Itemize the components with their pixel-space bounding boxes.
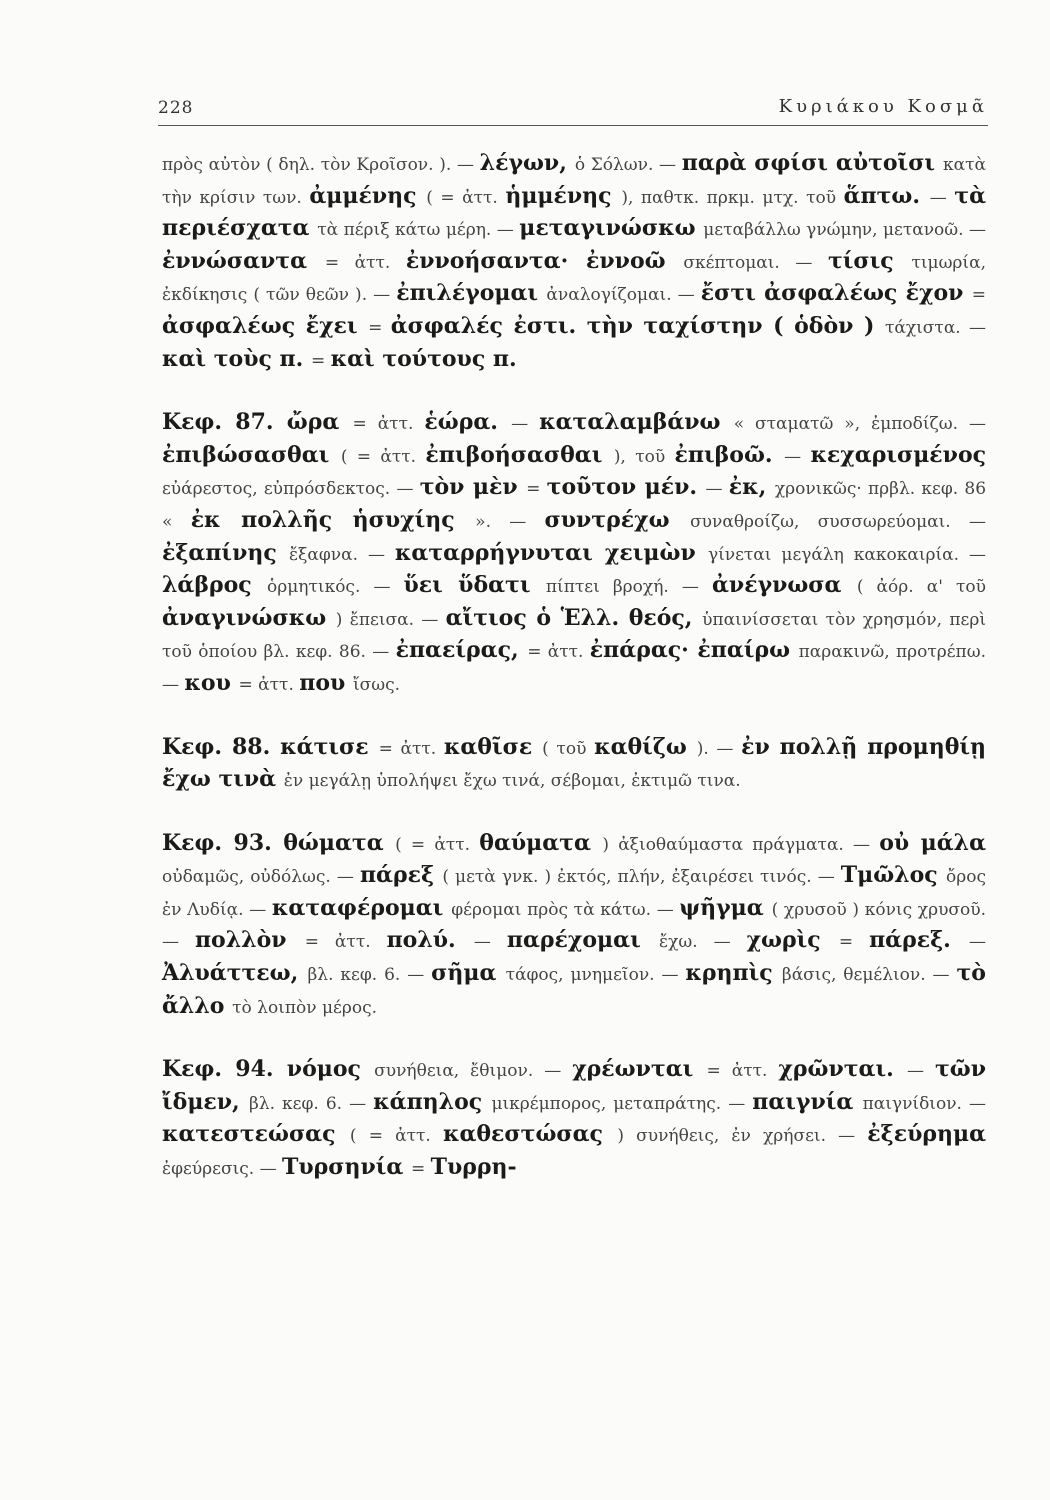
headword: λάβρος [162, 572, 268, 599]
gloss: = [368, 317, 391, 338]
gloss: = [971, 285, 987, 306]
headword: ἐπιβώσασθαι [162, 441, 341, 468]
gloss: ( = ἀττ. [349, 1126, 443, 1147]
headword: Ἀλυάττεω, [162, 960, 308, 987]
gloss: εὐάρεστος, εὐπρόσδεκτος. — [162, 479, 420, 500]
headword: Τυρρη- [430, 1154, 517, 1181]
headword: ἡμμένης [505, 182, 622, 209]
commentary-paragraph [162, 1054, 986, 1184]
gloss: κατὰ τὴν κρίσιν των. [162, 155, 987, 208]
gloss: ( χρυσοῦ ) κόνις χρυσοῦ. — [162, 899, 986, 953]
header-rule [158, 125, 988, 126]
headword: ἐκ, [728, 474, 775, 501]
gloss: τιμωρία, ἐκδίκησις ( τῶν θεῶν ). — [162, 252, 986, 306]
commentary-body [162, 148, 986, 1185]
headword: μεταγινώσκω [519, 215, 704, 242]
gloss: παιγνίδιον. — [862, 1093, 986, 1114]
headword: τὸ ἄλλο [162, 960, 986, 1019]
gloss: ( = ἀττ. [395, 834, 480, 855]
headword: τίσις [827, 247, 912, 274]
headword: χρέωνται [572, 1056, 707, 1083]
gloss: ) συνήθεις, ἐν χρήσει. — [617, 1126, 868, 1147]
headword: τῶν ἴδμεν, [162, 1056, 987, 1115]
gloss: χρονικῶς· πρβλ. κεφ. 86 « [162, 479, 987, 532]
gloss: — [907, 1061, 935, 1082]
headword: ψῆγμα [679, 894, 772, 921]
gloss: ὁ Σόλων. — [574, 155, 682, 175]
commentary-paragraph [162, 828, 986, 1024]
gloss: ) ἔπεισα. — [335, 609, 446, 630]
headword: καταφέρομαι [271, 894, 452, 921]
headword: Κεφ. 94. νόμος [162, 1056, 375, 1083]
gloss: ὄρος ἐν Λυδίᾳ. — [162, 867, 987, 920]
headword: χρῶνται. [778, 1056, 908, 1083]
headword: πάρεξ. [869, 927, 969, 954]
gloss: = ἀττ. [352, 414, 425, 435]
headword: Κεφ. 93. θώματα [162, 829, 396, 856]
headword: καθίζω [594, 733, 697, 760]
headword: κάπηλος [373, 1088, 492, 1115]
gloss: ( ἀόρ. α' τοῦ [856, 577, 986, 598]
gloss: φέρομαι πρὸς τὰ κάτω. — [451, 899, 680, 920]
headword: χωρὶς [746, 927, 839, 954]
headword: αἴτιος ὁ Ἑλλ. θεός, [445, 604, 703, 631]
headword: σῆμα [431, 960, 506, 987]
gloss: ». — [475, 511, 545, 532]
page-number: 228 [158, 98, 194, 118]
gloss: = [838, 932, 870, 953]
headword: ἐννοήσαντα· ἐννοῶ [405, 247, 684, 274]
headword: ἐπάρας· ἐπαίρω [589, 637, 799, 664]
gloss: τάχιστα. — [884, 317, 987, 338]
headword: κατεστεώσας [162, 1121, 350, 1148]
gloss: τὰ πέριξ κάτω μέρη. — [317, 220, 520, 241]
headword: Τυρσηνία [281, 1154, 411, 1181]
headword: ἀναγινώσκω [162, 604, 336, 631]
headword: παρέχομαι [506, 927, 659, 954]
headword: ἐπιβοήσασθαι [425, 441, 614, 468]
gloss: = ἀττ. [238, 674, 300, 695]
gloss: τάφος, μνημεῖον. — [505, 965, 686, 986]
gloss: ( μετὰ γνκ. ) ἐκτός, πλήν, ἐξαιρέσει τινός. — [442, 867, 841, 888]
headword: θαύματα [479, 829, 603, 856]
gloss: — [929, 187, 955, 208]
headword: ἑώρα. [424, 409, 512, 436]
gloss: = [526, 479, 547, 500]
gloss: συναθροίζω, συσσωρεύομαι. — [690, 511, 986, 532]
gloss: — [511, 414, 540, 435]
gloss: = ἀττ. [304, 932, 387, 953]
gloss: ) ἀξιοθαύμαστα πράγματα. — [602, 834, 880, 855]
headword: τὰ περιέσχατα [162, 182, 987, 242]
headword: ἐπαείρας, [395, 637, 528, 664]
gloss: τὸ λοιπὸν μέρος. [232, 997, 377, 1018]
gloss: ὁρμητικός. — [267, 577, 404, 598]
gloss: γίνεται μεγάλη κακοκαιρία. — [707, 544, 986, 565]
headword: πάρεξ [359, 862, 443, 889]
gloss: βάσις, θεμέλιον. — [781, 965, 957, 986]
headword: τοῦτον μέν. [546, 474, 706, 501]
headword: ἐξαπίνης [162, 539, 289, 566]
headword: καὶ τοὺς π. [162, 345, 311, 372]
gloss: βλ. κεφ. 6. — [249, 1093, 374, 1114]
headword: καταρρήγνυται χειμὼν [394, 539, 708, 566]
headword: ἔστι ἀσφαλέως ἔχον [700, 280, 972, 307]
headword: κεχαρισμένος [810, 441, 987, 468]
headword: ἀνέγνωσα [712, 572, 857, 599]
gloss: βλ. κεφ. 6. — [307, 965, 432, 986]
headword: τὸν μὲν [419, 474, 527, 501]
headword: ἐν πολλῇ προμηθίῃ ἔχω τινὰ [162, 733, 987, 793]
headword: πολύ. [386, 927, 474, 954]
headword: λέγων, [479, 150, 575, 176]
gloss: = ἀττ. [706, 1061, 779, 1082]
headword: οὐ μάλα [879, 829, 986, 856]
headword: ἐξεύρημα [867, 1121, 986, 1148]
gloss: οὐδαμῶς, οὐδόλως. — [162, 867, 360, 888]
gloss: ἴσως. [352, 674, 401, 695]
gloss: ὑπαινίσσεται τὸν χρησμόν, περὶ τοῦ ὁποίου βλ. κεφ. 86. — [162, 609, 987, 663]
gloss: — [969, 932, 986, 953]
headword: καθῖσε [443, 733, 543, 760]
gloss: — [473, 932, 507, 953]
commentary-paragraph [162, 148, 986, 376]
gloss: — [705, 479, 729, 500]
commentary-paragraph [162, 732, 986, 797]
running-title: Κυριάκου Κοσμᾶ [778, 96, 988, 117]
headword: ἀσφαλέως ἔχει [162, 312, 369, 339]
gloss: ), τοῦ [613, 446, 675, 467]
gloss: ). — [696, 738, 742, 759]
headword: παιγνία [752, 1088, 863, 1115]
gloss: παρακινῶ, προτρέπω. — [162, 642, 986, 695]
headword: Κεφ. 87. ὤρα [162, 409, 353, 436]
gloss: μικρέμπορος, μεταπράτης. — [491, 1093, 753, 1114]
headword: παρὰ σφίσι αὐτοῖσι [681, 150, 944, 176]
headword: ἐκ πολλῆς ἡσυχίης [190, 506, 476, 533]
headword: ἀμμένης [309, 182, 427, 209]
headword: ἐννώσαντα [162, 247, 325, 274]
headword: που [299, 669, 353, 696]
gloss: = [310, 350, 331, 371]
headword: ἀσφαλές ἐστι. τὴν ταχίστην ( ὁδὸν ) [390, 312, 885, 339]
gloss: ἔχω. — [658, 932, 747, 953]
gloss: = [410, 1159, 431, 1180]
gloss: ( τοῦ [542, 738, 595, 759]
gloss: = ἀττ. [378, 738, 444, 759]
gloss: ἔξαφνα. — [288, 544, 395, 565]
gloss: « σταματῶ », ἐμποδίζω. — [733, 414, 986, 435]
gloss: σκέπτομαι. — [683, 252, 828, 273]
gloss: ( = ἀττ. [340, 446, 426, 467]
gloss: = ἀττ. [527, 642, 590, 663]
headword: Κεφ. 88. κάτισε [162, 733, 379, 760]
headword: ἐπιλέγομαι [396, 280, 547, 307]
gloss: πίπτει βροχή. — [545, 577, 712, 598]
gloss: ἐν μεγάλῃ ὑπολήψει ἔχω τινά, σέβομαι, ἐκτιμῶ τινα. [283, 771, 741, 792]
headword: καθεστώσας [442, 1121, 618, 1148]
gloss: ἐφεύρεσις. — [162, 1159, 282, 1180]
headword: ἅπτω. [843, 182, 930, 209]
page-header [158, 92, 988, 124]
headword: κου [184, 669, 239, 696]
headword: πολλὸν [194, 927, 305, 954]
commentary-paragraph [162, 407, 986, 700]
gloss: μεταβάλλω γνώμην, μετανοῶ. — [703, 220, 987, 241]
headword: κρηπὶς [685, 960, 782, 987]
headword: ἐπιβοῶ. [674, 441, 785, 468]
headword: ὕει ὕδατι [403, 572, 546, 599]
gloss: συνήθεια, ἔθιμον. — [374, 1061, 573, 1082]
gloss: — [784, 446, 811, 467]
gloss: πρὸς αὐτὸν ( δηλ. τὸν Κροῖσον. ). — [162, 155, 480, 175]
headword: καὶ τούτους π. [330, 345, 517, 372]
headword: καταλαμβάνω [539, 409, 734, 436]
gloss: ἀναλογίζομαι. — [546, 285, 701, 306]
gloss: ( = ἀττ. [426, 187, 506, 208]
headword: συντρέχω [544, 506, 691, 533]
gloss: ), παθτκ. πρκμ. μτχ. τοῦ [621, 187, 844, 208]
headword: Τμῶλος [840, 862, 947, 889]
gloss: = ἀττ. [324, 252, 406, 273]
